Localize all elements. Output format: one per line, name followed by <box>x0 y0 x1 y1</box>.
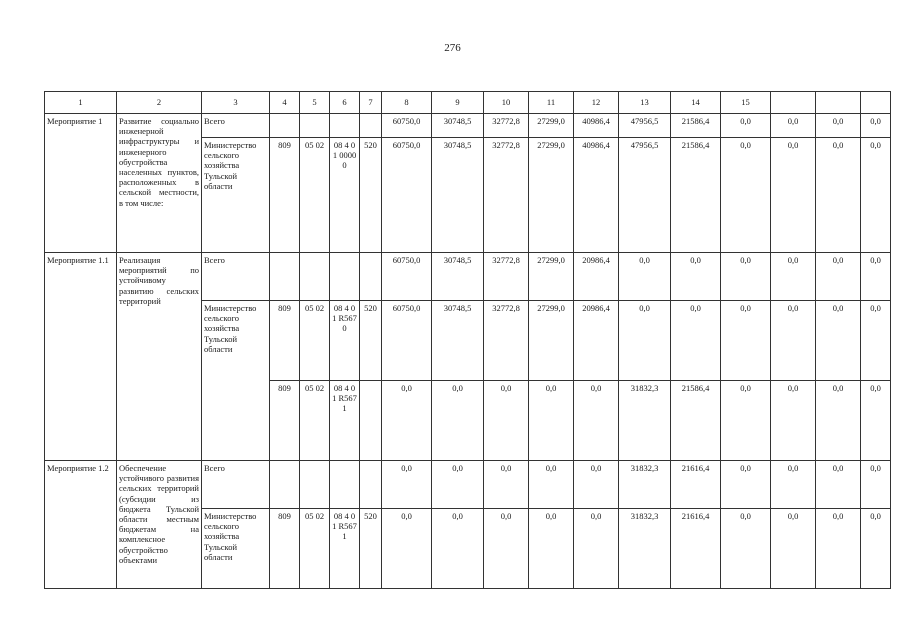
value-cell: 0,0 <box>721 381 771 461</box>
section-code: 05 02 <box>300 509 330 589</box>
section-code: 05 02 <box>300 138 330 253</box>
value-cell: 0,0 <box>721 509 771 589</box>
header-row <box>45 92 891 114</box>
header-cell: 15 <box>721 92 771 114</box>
value-cell: 0,0 <box>861 509 891 589</box>
value-cell: 0,0 <box>816 461 861 509</box>
expense-type-code: 520 <box>360 509 382 589</box>
executor: Министерство сельского хозяйства Тульской области <box>202 509 270 589</box>
expense-type-code <box>360 461 382 509</box>
value-cell: 0,0 <box>816 114 861 138</box>
value-cell: 21586,4 <box>671 138 721 253</box>
header-cell: 4 <box>270 92 300 114</box>
measure-description: Обеспечение устойчивого развития сельских территорий (субсидии из бюджета Тульской области местным бюджетам на комплексное обустройство объектами <box>117 461 202 589</box>
value-cell: 0,0 <box>574 461 619 509</box>
value-cell: 0,0 <box>721 138 771 253</box>
value-cell: 27299,0 <box>529 253 574 301</box>
executor: Всего <box>202 461 270 509</box>
value-cell: 0,0 <box>484 461 529 509</box>
value-cell: 0,0 <box>771 138 816 253</box>
value-cell: 20986,4 <box>574 301 619 381</box>
value-cell: 0,0 <box>816 381 861 461</box>
page-number: 276 <box>444 42 461 54</box>
header-cell: 14 <box>671 92 721 114</box>
executor: Всего <box>202 114 270 138</box>
table-row <box>45 461 891 509</box>
executor: Всего <box>202 253 270 301</box>
value-cell: 0,0 <box>861 301 891 381</box>
value-cell: 20986,4 <box>574 253 619 301</box>
header-cell: 12 <box>574 92 619 114</box>
value-cell: 0,0 <box>771 114 816 138</box>
value-cell: 0,0 <box>771 253 816 301</box>
value-cell: 40986,4 <box>574 114 619 138</box>
value-cell: 0,0 <box>771 509 816 589</box>
value-cell: 0,0 <box>529 381 574 461</box>
grbs-code: 809 <box>270 301 300 381</box>
value-cell: 30748,5 <box>432 138 484 253</box>
value-cell: 32772,8 <box>484 301 529 381</box>
header-cell: 7 <box>360 92 382 114</box>
grbs-code: 809 <box>270 381 300 461</box>
value-cell: 30748,5 <box>432 301 484 381</box>
value-cell: 0,0 <box>432 461 484 509</box>
section-code <box>300 114 330 138</box>
section-code <box>300 461 330 509</box>
expense-type-code <box>360 253 382 301</box>
table-body <box>45 92 891 589</box>
value-cell: 0,0 <box>484 509 529 589</box>
expense-type-code: 520 <box>360 138 382 253</box>
section-code: 05 02 <box>300 301 330 381</box>
value-cell: 31832,3 <box>619 509 671 589</box>
value-cell: 0,0 <box>771 381 816 461</box>
value-cell: 0,0 <box>721 114 771 138</box>
target-article-code <box>330 461 360 509</box>
expense-type-code <box>360 114 382 138</box>
value-cell: 0,0 <box>861 114 891 138</box>
value-cell: 0,0 <box>721 253 771 301</box>
target-article-code: 08 4 01 R567 1 <box>330 509 360 589</box>
value-cell: 0,0 <box>721 301 771 381</box>
value-cell: 0,0 <box>861 138 891 253</box>
value-cell: 0,0 <box>382 509 432 589</box>
value-cell: 47956,5 <box>619 114 671 138</box>
value-cell: 0,0 <box>671 301 721 381</box>
section-code: 05 02 <box>300 381 330 461</box>
value-cell: 40986,4 <box>574 138 619 253</box>
value-cell: 21616,4 <box>671 509 721 589</box>
header-cell: 1 <box>45 92 117 114</box>
value-cell: 0,0 <box>816 138 861 253</box>
value-cell: 0,0 <box>671 253 721 301</box>
value-cell: 0,0 <box>816 301 861 381</box>
target-article-code: 08 4 01 R567 0 <box>330 301 360 381</box>
header-cell: 11 <box>529 92 574 114</box>
target-article-code: 08 4 01 R567 1 <box>330 381 360 461</box>
header-cell: 5 <box>300 92 330 114</box>
value-cell: 32772,8 <box>484 253 529 301</box>
value-cell: 21586,4 <box>671 381 721 461</box>
value-cell: 60750,0 <box>382 138 432 253</box>
value-cell: 47956,5 <box>619 138 671 253</box>
value-cell: 31832,3 <box>619 381 671 461</box>
value-cell: 0,0 <box>382 461 432 509</box>
header-cell <box>816 92 861 114</box>
value-cell: 0,0 <box>574 381 619 461</box>
header-cell: 9 <box>432 92 484 114</box>
header-cell: 2 <box>117 92 202 114</box>
value-cell: 0,0 <box>816 253 861 301</box>
budget-table <box>44 91 891 589</box>
value-cell: 0,0 <box>484 381 529 461</box>
grbs-code <box>270 114 300 138</box>
value-cell: 21586,4 <box>671 114 721 138</box>
header-cell: 6 <box>330 92 360 114</box>
value-cell: 32772,8 <box>484 114 529 138</box>
value-cell: 0,0 <box>816 509 861 589</box>
expense-type-code <box>360 381 382 461</box>
header-cell <box>861 92 891 114</box>
grbs-code <box>270 253 300 301</box>
measure-name: Мероприятие 1.1 <box>45 253 117 461</box>
value-cell: 27299,0 <box>529 301 574 381</box>
measure-name: Мероприятие 1.2 <box>45 461 117 589</box>
value-cell: 0,0 <box>529 461 574 509</box>
executor: Министерство сельского хозяйства Тульской области <box>202 301 270 461</box>
expense-type-code: 520 <box>360 301 382 381</box>
value-cell: 0,0 <box>861 253 891 301</box>
value-cell: 60750,0 <box>382 253 432 301</box>
measure-description: Развитие социально инженерной инфраструктуры и инженерного обустройства населенных пунктов, расположенных в сельской местности, в том числе: <box>117 114 202 253</box>
header-cell: 3 <box>202 92 270 114</box>
measure-description: Реализация мероприятий по устойчивому развитию сельских территорий <box>117 253 202 461</box>
value-cell: 27299,0 <box>529 138 574 253</box>
value-cell: 0,0 <box>432 381 484 461</box>
grbs-code: 809 <box>270 509 300 589</box>
grbs-code <box>270 461 300 509</box>
value-cell: 21616,4 <box>671 461 721 509</box>
value-cell: 0,0 <box>771 461 816 509</box>
value-cell: 60750,0 <box>382 301 432 381</box>
value-cell: 0,0 <box>619 301 671 381</box>
executor: Министерство сельского хозяйства Тульской области <box>202 138 270 253</box>
section-code <box>300 253 330 301</box>
value-cell: 0,0 <box>529 509 574 589</box>
target-article-code <box>330 114 360 138</box>
value-cell: 31832,3 <box>619 461 671 509</box>
value-cell: 0,0 <box>619 253 671 301</box>
value-cell: 0,0 <box>574 509 619 589</box>
value-cell: 0,0 <box>861 381 891 461</box>
header-cell: 13 <box>619 92 671 114</box>
value-cell: 0,0 <box>382 381 432 461</box>
table-row <box>45 114 891 138</box>
grbs-code: 809 <box>270 138 300 253</box>
header-cell: 10 <box>484 92 529 114</box>
measure-name: Мероприятие 1 <box>45 114 117 253</box>
value-cell: 60750,0 <box>382 114 432 138</box>
value-cell: 0,0 <box>771 301 816 381</box>
value-cell: 0,0 <box>721 461 771 509</box>
value-cell: 32772,8 <box>484 138 529 253</box>
value-cell: 0,0 <box>861 461 891 509</box>
target-article-code <box>330 253 360 301</box>
value-cell: 30748,5 <box>432 253 484 301</box>
table-row <box>45 253 891 301</box>
target-article-code: 08 4 01 0000 0 <box>330 138 360 253</box>
header-cell: 8 <box>382 92 432 114</box>
value-cell: 0,0 <box>432 509 484 589</box>
value-cell: 30748,5 <box>432 114 484 138</box>
header-cell <box>771 92 816 114</box>
value-cell: 27299,0 <box>529 114 574 138</box>
